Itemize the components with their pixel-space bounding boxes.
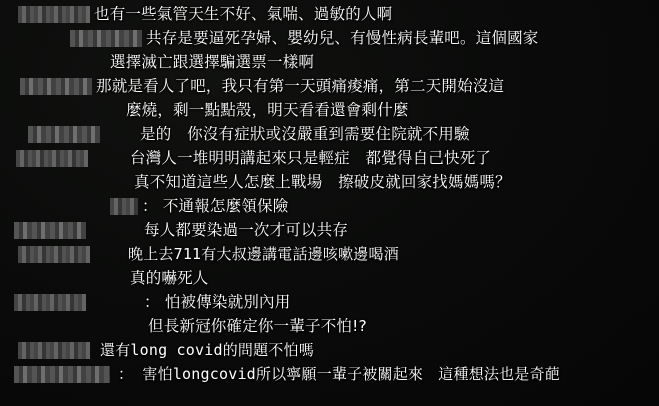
comment-text: 那就是看人了吧，我只有第一天頭痛痠痛，第二天開始沒這	[96, 77, 505, 95]
comment-row	[0, 293, 659, 312]
redacted-username-mask	[18, 6, 90, 23]
comment-row	[0, 29, 659, 48]
redacted-username-mask	[20, 78, 92, 95]
redacted-username-mask	[18, 342, 90, 359]
comment-row	[0, 197, 659, 216]
comment-row	[0, 341, 659, 360]
comment-row	[0, 77, 659, 96]
redacted-username-mask	[14, 366, 110, 383]
redacted-username-mask	[70, 30, 142, 47]
comment-text: ： 怕被傳染就別內用	[144, 293, 291, 311]
comment-text: 還有long covid的問題不怕嗎	[100, 341, 314, 359]
comment-row	[0, 269, 659, 288]
redacted-username-mask	[28, 126, 100, 143]
comment-text: ： 不通報怎麼領保險	[142, 197, 289, 215]
comment-row	[0, 5, 659, 24]
comment-text: 共存是要逼死孕婦、嬰幼兒、有慢性病長輩吧。這個國家	[146, 29, 539, 47]
redacted-username-mask	[16, 150, 88, 167]
comment-row	[0, 101, 659, 120]
comment-row	[0, 365, 659, 384]
comment-row	[0, 53, 659, 72]
comment-text: 選擇滅亡跟選擇騙選票一樣啊	[110, 53, 315, 71]
comment-text: 台灣人一堆明明講起來只是輕症 都覺得自己快死了	[130, 149, 492, 167]
comment-text: 也有一些氣管天生不好、氣喘、過敏的人啊	[94, 5, 393, 23]
comment-text: 真的嚇死人	[130, 269, 209, 287]
comment-text: 晚上去711有大叔邊講電話邊咳嗽邊喝酒	[128, 245, 399, 263]
comment-text: 真不知道這些人怎麼上戰場 擦破皮就回家找媽媽嗎？	[134, 173, 511, 191]
comment-row	[0, 149, 659, 168]
comment-row	[0, 221, 659, 240]
comment-row	[0, 317, 659, 336]
comment-row	[0, 173, 659, 192]
comment-text: ： 害怕longcovid所以寧願一輩子被關起來 這種想法也是奇葩	[118, 365, 560, 383]
redacted-username-mask	[110, 198, 138, 215]
comment-row	[0, 125, 659, 144]
redacted-username-mask	[14, 294, 86, 311]
comment-text: 但長新冠你確定你一輩子不怕!?	[148, 317, 367, 335]
comment-text: 每人都要染過一次才可以共存	[144, 221, 349, 239]
comment-text: 麼燒，剩一點點殼，明天看看還會剩什麼	[126, 101, 409, 119]
redacted-username-mask	[18, 246, 90, 263]
redacted-username-mask	[14, 222, 86, 239]
comment-row	[0, 245, 659, 264]
comment-text: 是的 你沒有症狀或沒嚴重到需要住院就不用驗	[140, 125, 470, 143]
